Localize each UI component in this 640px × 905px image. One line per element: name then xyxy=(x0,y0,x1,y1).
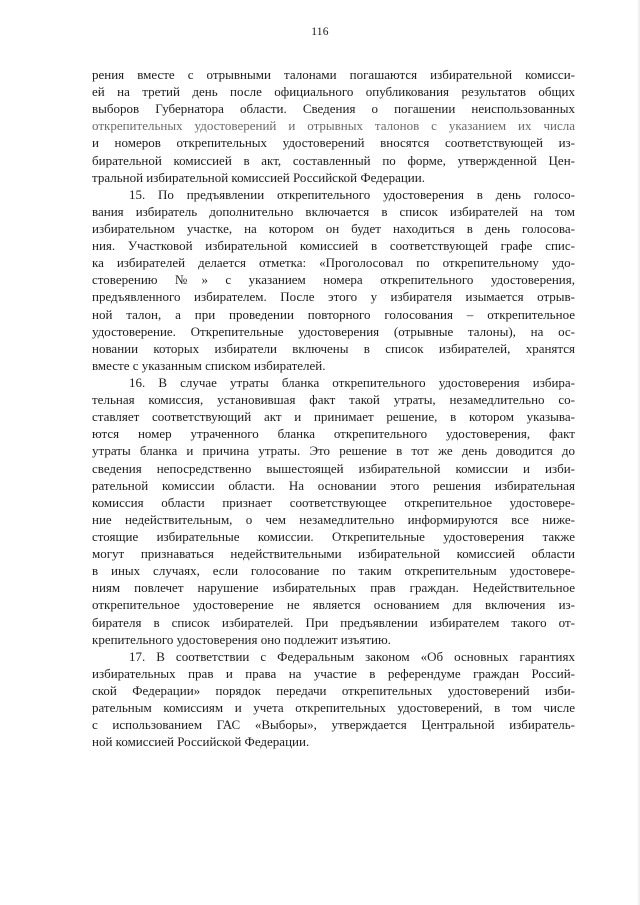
text-line: в иных случаях, если голосование по таким открепительным удостовере- xyxy=(92,563,575,579)
text-line: и номеров открепительных удостоверений вносятся соответствующей из- xyxy=(92,135,575,151)
text-line: тральной избирательной комиссией Российской Федерации. xyxy=(92,169,425,185)
text-line: с использованием ГАС «Выборы», утверждается Центральной избиратель- xyxy=(92,717,575,733)
text-line: рательным комиссиям и учета открепительных удостоверений, в том числе xyxy=(92,700,575,716)
text-line: ей на третий день после официального опубликования результатов общих xyxy=(92,84,575,100)
text-line: утраты бланка и причина утраты. Это решение в тот же день доводится до xyxy=(92,443,575,459)
paragraph-17-start: 17. В соответствии с Федеральным законом «Об основных гарантиях xyxy=(129,648,575,664)
text-line: ка избирателей делается отметка: «Проголосовал по открепительному удо- xyxy=(92,255,575,271)
text-line: ются номер утраченного бланка открепительного удостоверения, факт xyxy=(92,426,575,442)
text-line: рения вместе с отрывными талонами погашаются избирательной комисси- xyxy=(92,67,575,82)
paragraph-15-start: 15. По предъявлении открепительного удостоверения в день голосо- xyxy=(129,186,575,202)
text-line: стоверению №» с указанием номера открепительного удостоверения, xyxy=(92,272,575,288)
text-line: стоящие избирательные комиссии. Открепительные удостоверения также xyxy=(92,528,575,544)
text-line: ной комиссией Российской Федерации. xyxy=(92,734,310,750)
page-number: 116 xyxy=(311,26,329,38)
text-line: рательной комиссии области. На основании этого решения избирательная xyxy=(92,477,575,493)
text-line: вместе с указанным списком избирателей. xyxy=(92,357,326,373)
text-line: ниям повлечет нарушение избирательных прав граждан. Недействительное xyxy=(92,580,575,596)
text-line: ния. Участковой избирательной комиссией в соответствующей графе спис- xyxy=(92,238,575,254)
text-line: крепительного удостоверения оно подлежит изъятию. xyxy=(92,631,391,647)
text-line: открепительное удостоверение не является основанием для включения из- xyxy=(92,597,575,613)
text-line: тельная комиссия, установившая факт такой утраты, незамедлительно со- xyxy=(92,392,575,408)
text-line: новании которых избиратели включены в список избирателей, хранятся xyxy=(92,340,575,356)
text-line: могут признаваться недействительными избирательной комиссией области xyxy=(92,546,575,562)
text-line: избирательных прав и права на участие в референдуме граждан Россий- xyxy=(92,665,575,681)
text-line: сведения непосредственно вышестоящей избирательной комиссии и изби- xyxy=(92,460,575,476)
text-line: комиссия области признает соответствующее открепительное удостовере- xyxy=(92,494,575,510)
text-line: бирательной комиссией в акт, составленный по форме, утвержденной Цен- xyxy=(92,152,575,168)
text-line: удостоверение. Открепительные удостоверения (отрывные талоны), на ос- xyxy=(92,323,575,339)
text-line: ставляет соответствующий акт и принимает решение, в котором указыва- xyxy=(92,409,575,425)
text-line: выборов Губернатора области. Сведения о погашении неиспользованных xyxy=(92,101,575,117)
text-line: открепительных удостоверений и отрывных талонов с указанием их числа xyxy=(92,118,575,134)
text-line: бирателя в список избирателей. При предъявлении избирателем такого от- xyxy=(92,614,575,630)
text-line: ние недействительным, о чем незамедлительно информируются все ниже- xyxy=(92,511,575,527)
text-line: вания избиратель дополнительно включается в список избирателей на том xyxy=(92,203,575,219)
text-line: ной талон, а при проведении повторного голосования – открепительное xyxy=(92,306,575,322)
text-line: предъявленного избирателем. После этого у избирателя изымается отрыв- xyxy=(92,289,575,305)
text-line: ской Федерации» порядок передачи открепительных удостоверений изби- xyxy=(92,682,575,698)
body-text xyxy=(92,66,575,750)
paragraph-16-start: 16. В случае утраты бланка открепительного удостоверения избира- xyxy=(129,374,575,390)
text-line: избирательном участке, на котором он будет находиться в день голосова- xyxy=(92,220,575,236)
